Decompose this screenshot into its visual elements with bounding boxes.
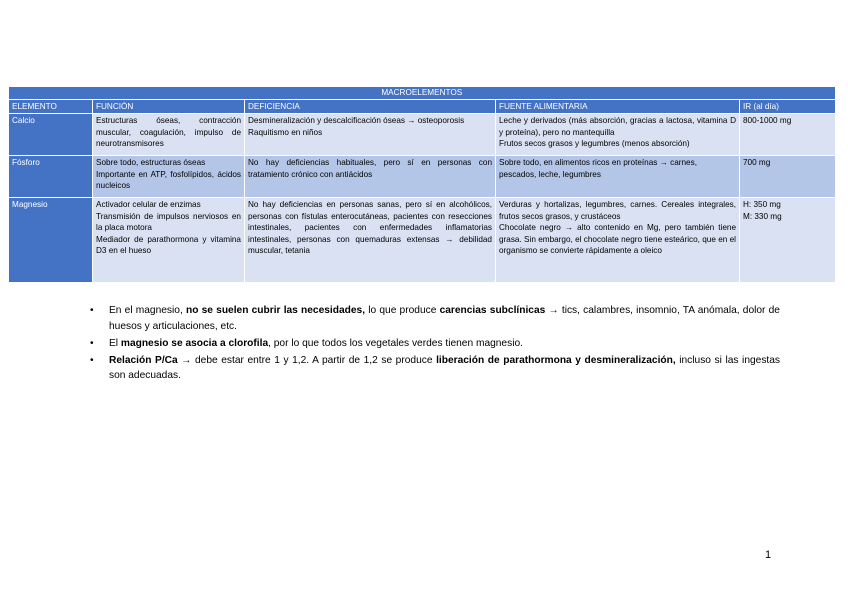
funcion-fosforo-line-2: Importante en ATP, fosfolípidos, ácidos nucleicos	[96, 169, 241, 190]
cell-fuente-magnesio	[496, 198, 740, 282]
cell-funcion-calcio: Estructuras óseas, contracción muscular, coagulación, impulso de neurotransmisores	[93, 114, 245, 156]
cell-elemento-magnesio: Magnesio	[9, 198, 93, 282]
note-magnesio-clorofila	[90, 336, 780, 352]
note-2-text-b: , por lo que todos los vegetales verdes tienen magnesio.	[268, 337, 523, 349]
header-funcion: FUNCIÓN	[93, 99, 245, 114]
fuente-calcio-line-1: Leche y derivados (más absorción, gracias a lactosa, vitamina D y proteína), pero no mantequilla	[499, 116, 736, 137]
note-magnesio-necesidades	[90, 303, 780, 334]
cell-elemento-fosforo: Fósforo	[9, 156, 93, 198]
table-title: MACROELEMENTOS	[9, 87, 835, 100]
note-1-text-a: En el magnesio,	[109, 305, 186, 316]
cell-ir-fosforo: 700 mg	[740, 156, 835, 198]
fuente-magnesio-line-2: Chocolate negro → alto contenido en Mg, pero también tiene grasa. Sin embargo, el chocolate negro tiene esteárico, que en el organismo se convierte rápidamente a oleico	[499, 223, 736, 255]
header-fuente: FUENTE ALIMENTARIA	[496, 99, 740, 114]
cell-fuente-calcio	[496, 114, 740, 156]
table-title-row	[9, 87, 835, 100]
table-header-row	[9, 99, 835, 114]
table-row-fosforo	[9, 156, 835, 198]
note-3-text-b: incluso si las ingestas son adecuadas.	[109, 354, 780, 382]
cell-ir-calcio: 800-1000 mg	[740, 114, 835, 156]
cell-deficiencia-fosforo: No hay deficiencias habituales, pero sí en personas con tratamiento crónico con antiácidos	[245, 156, 496, 198]
note-3-text-a: debe estar entre 1 y 1,2. A partir de 1,2 se produce	[191, 354, 437, 366]
note-2-text-a: El	[109, 337, 121, 349]
page-number: 1	[765, 549, 772, 561]
funcion-magnesio-line-3: Mediador de parathormona y vitamina D3 en el hueso	[96, 234, 241, 255]
funcion-magnesio-line-1: Activador celular de enzimas	[96, 200, 201, 209]
funcion-magnesio-line-2: Transmisión de impulsos nerviosos en la placa motora	[96, 211, 241, 232]
cell-funcion-fosforo	[93, 156, 245, 198]
note-relacion-p-ca	[90, 353, 780, 384]
cell-funcion-magnesio	[93, 198, 245, 282]
cell-deficiencia-magnesio: No hay deficiencias en personas sanas, pero sí en alcohólicos, personas con fístulas enterocutáneas, pacientes con resecciones intestinales, pacientes con enfermedades inflamatorias intestinales, personas con quemaduras extensas → debilidad muscular, tetania	[245, 198, 496, 282]
note-3-bold-b: liberación de parathormona y desmineralización,	[436, 354, 676, 366]
note-2-bold: magnesio se asocia a clorofila	[120, 337, 269, 349]
table-row-magnesio	[9, 198, 835, 282]
header-deficiencia: DEFICIENCIA	[245, 99, 496, 114]
note-1-bold-b: carencias subclínicas	[439, 305, 546, 316]
cell-ir-magnesio	[740, 198, 835, 282]
header-ir: IR (al día)	[740, 99, 835, 114]
funcion-fosforo-line-1: Sobre todo, estructuras óseas	[96, 158, 206, 167]
header-elemento: ELEMENTO	[9, 99, 93, 114]
cell-fuente-fosforo: Sobre todo, en alimentos ricos en proteínas → carnes, pescados, leche, legumbres	[496, 156, 740, 198]
fuente-magnesio-line-1: Verduras y hortalizas, legumbres, carnes. Cereales integrales, frutos secos grasos, y crustáceos	[499, 200, 736, 221]
ir-magnesio-mujeres: M: 330 mg	[743, 211, 782, 221]
notes-list	[90, 303, 780, 385]
fuente-calcio-line-2: Frutos secos grasos y legumbres (menos absorción)	[499, 139, 690, 148]
macroelements-table	[8, 86, 835, 282]
note-3-bold-a: Relación P/Ca →	[109, 354, 192, 366]
table-row-calcio	[9, 114, 835, 156]
note-1-text-c: → tics, calambres, insomnio, TA anómala, dolor de huesos y articulaciones, etc.	[109, 305, 780, 332]
cell-elemento-calcio: Calcio	[9, 114, 93, 156]
bullet-icon: •	[90, 354, 94, 366]
cell-deficiencia-calcio: Desmineralización y descalcificación óseas → osteoporosis Raquitismo en niños	[245, 114, 496, 156]
note-1-bold-a: no se suelen cubrir las necesidades,	[185, 305, 366, 316]
ir-magnesio-hombres: H: 350 mg	[743, 200, 781, 209]
note-1-text-b: lo que produce	[365, 305, 440, 316]
bullet-icon: •	[90, 337, 94, 349]
bullet-icon: •	[90, 305, 94, 316]
